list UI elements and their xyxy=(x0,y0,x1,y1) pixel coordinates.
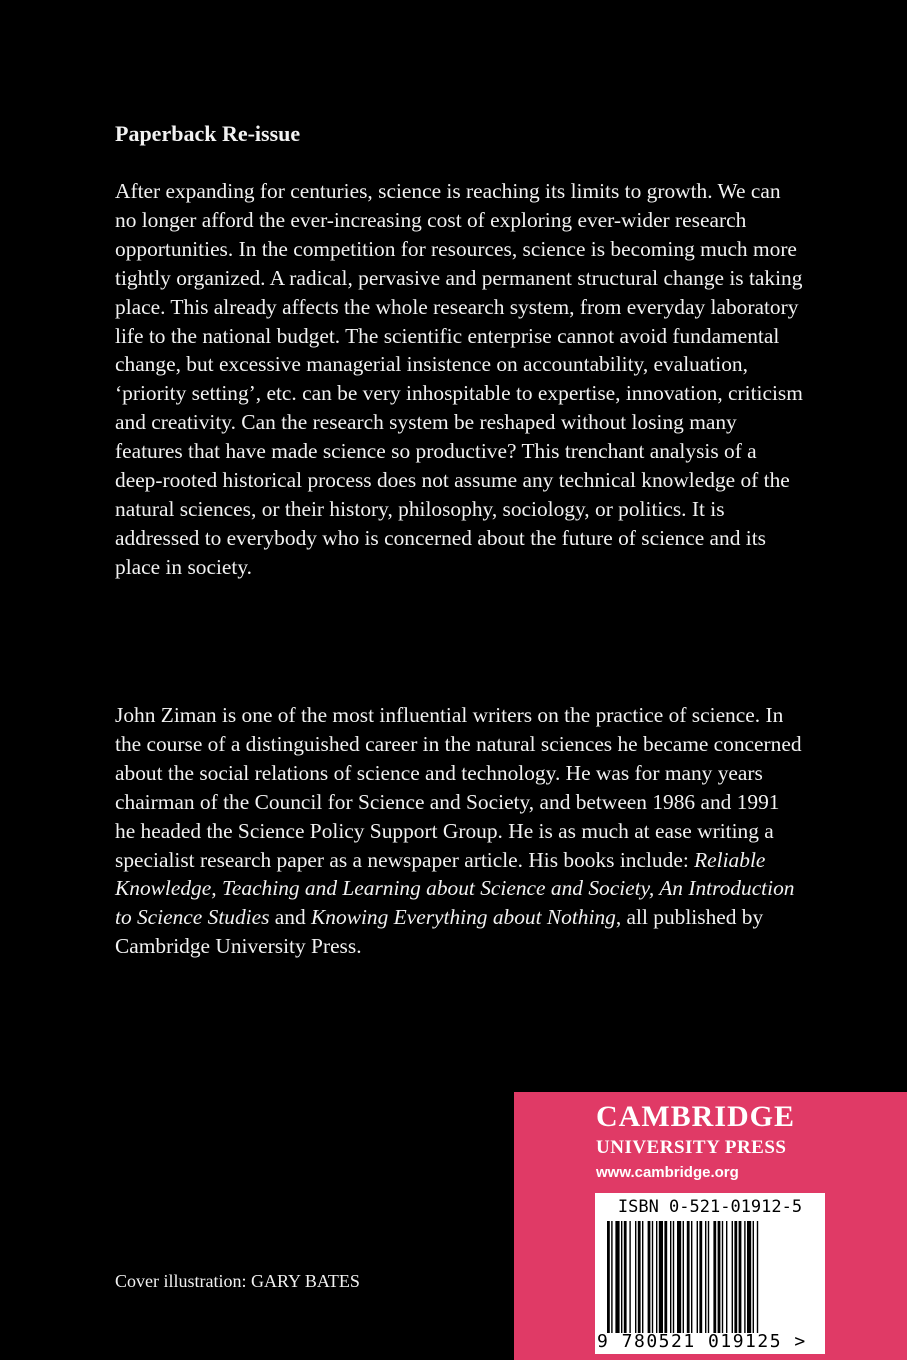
bio-and: and xyxy=(269,905,312,930)
isbn-label: ISBN 0-521-01912-5 xyxy=(617,1197,803,1217)
barcode-bar xyxy=(670,1221,671,1333)
barcode-bar xyxy=(687,1221,690,1333)
barcode-bar xyxy=(621,1221,622,1333)
publisher-subname: UNIVERSITY PRESS xyxy=(596,1137,787,1158)
barcode-bar xyxy=(659,1221,663,1333)
barcode-bar xyxy=(607,1221,610,1333)
barcode-bar xyxy=(611,1221,612,1333)
barcode-bar xyxy=(629,1221,630,1333)
publisher-name: CAMBRIDGE xyxy=(596,1100,796,1133)
barcode-bar xyxy=(726,1221,727,1333)
barcode-bar xyxy=(739,1221,742,1333)
book-title-knowing: Knowing Everything about Nothing xyxy=(311,905,616,930)
cover-credit: Cover illustration: GARY BATES xyxy=(115,1271,360,1291)
description-paragraph: After expanding for centuries, science is reaching its limits to growth. We can no longer afford the ever-increasing cost of exploring ever-wider research opportunities. In the competition for resources, science is becoming much more tightly organized. A radical, pervasive and permanent structural change is taking place. This already affects the whole research system, from everyday laboratory life to the national budget. The scientific enterprise cannot avoid fundamental change, but excessive managerial insistence on accountability, evaluation, ‘priority setting’, etc. can be very inhospitable to expertise, innovation, criticism and creativity. Can the research system be reshaped without losing many features that have made science so productive? This trenchant analysis of a deep-rooted historical process does not assume any technical knowledge of the natural sciences, or their history, philosophy, sociology, or politics. It is addressed to everybody who is concerned about the future of science and its place in society. xyxy=(115,179,803,579)
barcode-bar xyxy=(642,1221,643,1333)
barcode-bar xyxy=(635,1221,636,1333)
book-titles: Reliable Knowledge, Teaching and Learning about Science and Society, An Introduction to Science Studies xyxy=(115,847,795,930)
barcode-bar xyxy=(648,1221,651,1333)
barcode-bar xyxy=(718,1221,721,1333)
barcode-bar xyxy=(722,1221,723,1333)
barcode-bar xyxy=(708,1221,709,1333)
barcode-bar xyxy=(624,1221,627,1333)
bio-outro: , all published by Cambridge University Press. xyxy=(115,905,764,959)
barcode-bar xyxy=(673,1221,674,1333)
barcode-bar xyxy=(652,1221,653,1333)
bio-intro: John Ziman is one of the most influential writers on the practice of science. In the course of a distinguished career in the natural sciences he became concerned about the social relations of science and technology. He was for many years chairman of the Council for Science and Society, and between 1986 and 1991 he headed the Science Policy Support Group. He is as much at ease writing a specialist research paper as a newspaper article. His books include: xyxy=(115,703,802,872)
barcode-bar xyxy=(664,1221,667,1333)
barcode-digits: 9 780521 019125 > xyxy=(597,1331,807,1352)
barcode-bar xyxy=(747,1221,751,1333)
author-bio-paragraph xyxy=(115,701,805,961)
barcode-bar xyxy=(656,1221,657,1333)
barcode-bar xyxy=(699,1221,702,1333)
publisher-url: www.cambridge.org xyxy=(596,1164,739,1181)
barcode-box xyxy=(595,1193,825,1354)
barcode-bar xyxy=(697,1221,698,1333)
barcode-bar xyxy=(638,1221,641,1333)
barcode-bar xyxy=(744,1221,745,1333)
barcode-icon xyxy=(607,1221,813,1333)
barcode-bar xyxy=(757,1221,758,1333)
barcode-bar xyxy=(677,1221,681,1333)
barcode-bar xyxy=(753,1221,754,1333)
barcode-bar xyxy=(713,1221,716,1333)
barcode-bar xyxy=(683,1221,684,1333)
heading: Paperback Re-issue xyxy=(115,121,301,146)
barcode-bar xyxy=(732,1221,733,1333)
barcode-bar xyxy=(615,1221,619,1333)
barcode-bar xyxy=(734,1221,737,1333)
barcode-bar xyxy=(705,1221,706,1333)
publisher-box xyxy=(514,1092,907,1360)
barcode-bar xyxy=(691,1221,692,1333)
